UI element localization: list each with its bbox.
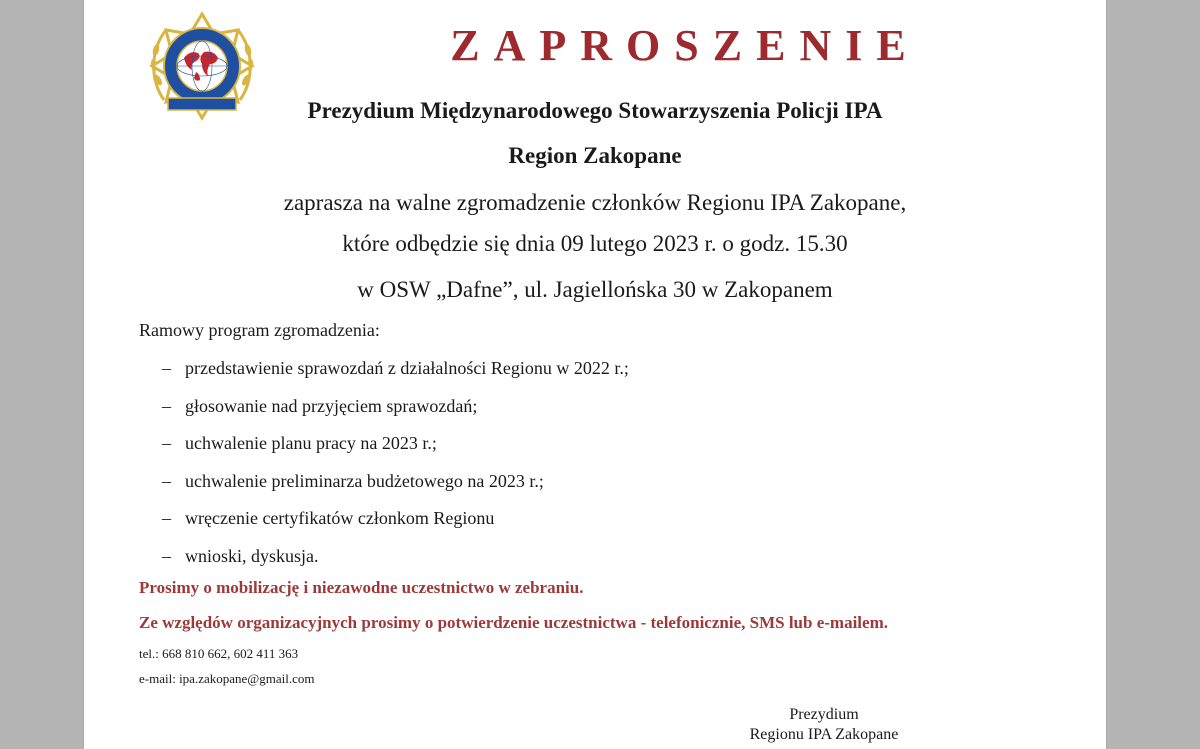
document-page (84, 0, 1106, 749)
list-item (162, 357, 629, 395)
agenda-item-text: głosowanie nad przyjęciem sprawozdań; (185, 395, 478, 416)
organization-line: Prezydium Międzynarodowego Stowarzyszenia Policji IPA (307, 98, 883, 123)
list-dash: – (162, 433, 171, 453)
signature-line-1: Prezydium (789, 706, 859, 723)
agenda-list (162, 357, 629, 582)
agenda-item-text: uchwalenie preliminarza budżetowego na 2023 r.; (185, 470, 544, 491)
list-dash: – (162, 470, 171, 491)
list-item (162, 545, 629, 583)
list-item (162, 507, 629, 545)
contact-phone: tel.: 668 810 662, 602 411 363 (139, 646, 299, 661)
agenda-item-text: uchwalenie planu pracy na 2023 r.; (185, 433, 437, 453)
invite-line-3: w OSW „Dafne”, ul. Jagiellońska 30 w Zakopanem (357, 277, 833, 302)
notice-confirmation: Ze względów organizacyjnych prosimy o potwierdzenie uczestnictwa - telefonicznie, SMS lub e-mailem. (139, 613, 888, 632)
agenda-item-text: wnioski, dyskusja. (185, 545, 319, 566)
region-line: Region Zakopane (508, 143, 682, 168)
document-title: ZAPROSZENIE (450, 21, 920, 70)
agenda-item-text: przedstawienie sprawozdań z działalności Regionu w 2022 r.; (185, 358, 629, 378)
signature-line-2: Regionu IPA Zakopane (749, 726, 899, 743)
contact-email: e-mail: ipa.zakopane@gmail.com (139, 671, 315, 686)
agenda-intro: Ramowy program zgromadzenia: (139, 320, 380, 340)
notice-mobilization: Prosimy o mobilizację i niezawodne uczestnictwo w zebraniu. (139, 578, 584, 597)
list-dash: – (162, 358, 171, 378)
list-dash: – (162, 545, 171, 566)
list-item (162, 432, 629, 470)
list-item (162, 470, 629, 508)
agenda-item-text: wręczenie certyfikatów członkom Regionu (185, 508, 495, 528)
list-dash: – (162, 395, 171, 416)
invite-line-2: które odbędzie się dnia 09 lutego 2023 r. o godz. 15.30 (342, 231, 848, 256)
list-item (162, 395, 629, 433)
list-dash: – (162, 508, 171, 528)
invite-line-1: zaprasza na walne zgromadzenie członków Regionu IPA Zakopane, (283, 190, 907, 215)
